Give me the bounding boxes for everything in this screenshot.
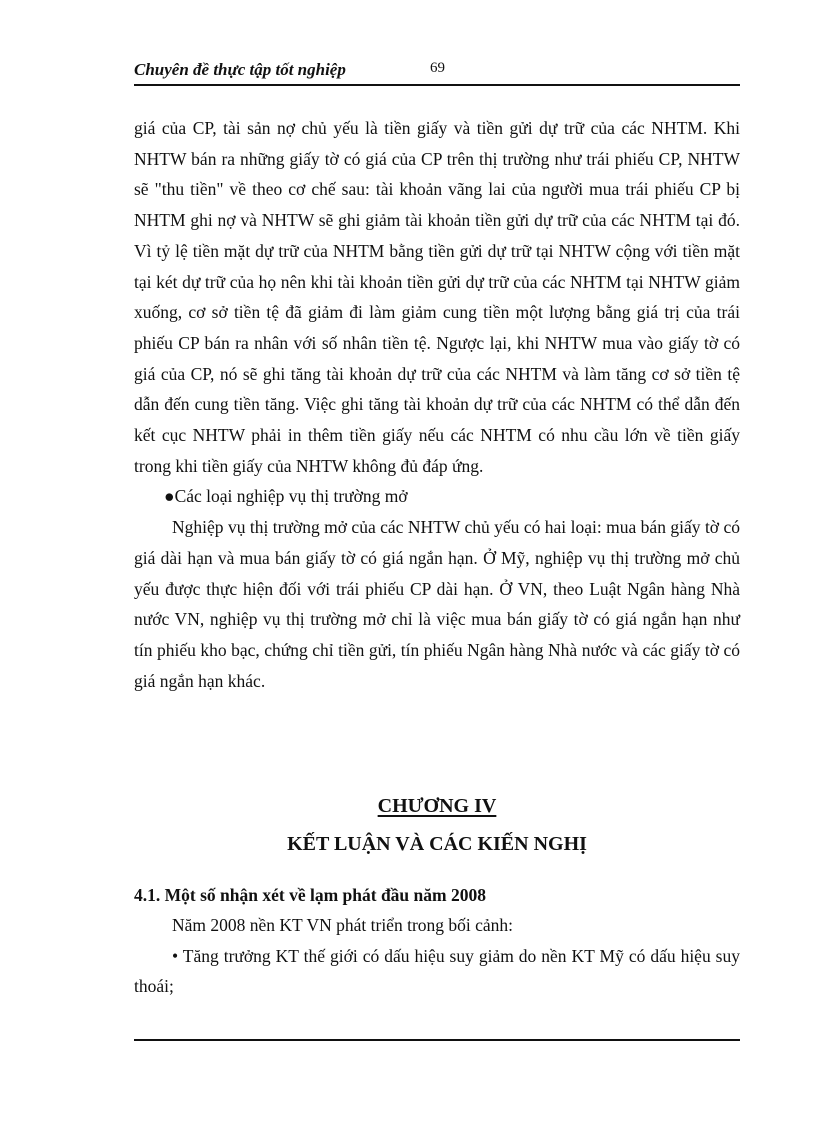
header-title: Chuyên đề thực tập tốt nghiệp xyxy=(134,60,346,79)
chapter-label: CHƯƠNG IV xyxy=(377,795,497,817)
bullet-heading-open-market-types: ●Các loại nghiệp vụ thị trường mở xyxy=(164,486,408,507)
footer-rule xyxy=(134,1039,740,1041)
section-bullet: • Tăng trưởng KT thế giới có dấu hiệu suy giảm do nền KT Mỹ có dấu hiệu suy thoái; xyxy=(134,945,740,997)
section-4-1 xyxy=(134,880,740,1002)
chapter-title: KẾT LUẬN VÀ CÁC KIẾN NGHỊ xyxy=(287,833,587,855)
page-header xyxy=(134,58,740,86)
paragraph-open-market-types: Nghiệp vụ thị trường mở của các NHTW chủ yếu có hai loại: mua bán giấy tờ có giá dài hạn và mua bán giấy tờ có giá ngắn hạn. Ở Mỹ, nghiệp vụ thị trường mở chủ yếu được thực hiện đối với trái phiếu CP dài hạn. Ở VN, theo Luật Ngân hàng Nhà nước VN, nghiệp vụ thị trường mở chỉ là việc mua bán giấy tờ có giá ngắn hạn như tín phiếu kho bạc, chứng chỉ tiền gửi, tín phiếu Ngân hàng Nhà nước và các giấy tờ có giá ngắn hạn khác. xyxy=(134,517,740,691)
paragraph-open-market-mechanism: giá của CP, tài sản nợ chủ yếu là tiền giấy và tiền gửi dự trữ của các NHTM. Khi NHTW bán ra những giấy tờ có giá của CP trên thị trường như trái phiếu CP, NHTW sẽ "thu tiền" về theo cơ chế sau: tài khoản vãng lai của người mua trái phiếu CP bị NHTM ghi nợ và NHTW sẽ ghi giảm tài khoản tiền gửi dự trữ của các NHTM tại đó. Vì tỷ lệ tiền mặt dự trữ của NHTM bằng tiền gửi dự trữ tại NHTW cộng với tiền mặt tại két dự trữ của họ nên khi tài khoản tiền gửi dự trữ của các NHTM tại NHTW giảm xuống, cơ sở tiền tệ đã giảm đi làm giảm cung tiền một lượng bằng giá trị của trái phiếu CP bán ra nhân với số nhân tiền tệ. Ngược lại, khi NHTW mua vào giấy tờ có giá của CP, nó sẽ ghi tăng tài khoản dự trữ của các NHTM và làm tăng cơ sở tiền tệ dẫn đến cung tiền tăng. Việc ghi tăng tài khoản dự trữ của các NHTM có thể dẫn đến kết cục NHTW phải in thêm tiền giấy nếu các NHTM có nhu cầu lớn về tiền giấy trong khi tiền giấy của NHTW không đủ đáp ứng. xyxy=(134,118,740,476)
page-number: 69 xyxy=(430,60,445,76)
section-intro: Năm 2008 nền KT VN phát triển trong bối cảnh: xyxy=(172,915,514,935)
body-text xyxy=(134,113,740,696)
section-heading: 4.1. Một số nhận xét về lạm phát đầu năm 2008 xyxy=(134,885,486,905)
